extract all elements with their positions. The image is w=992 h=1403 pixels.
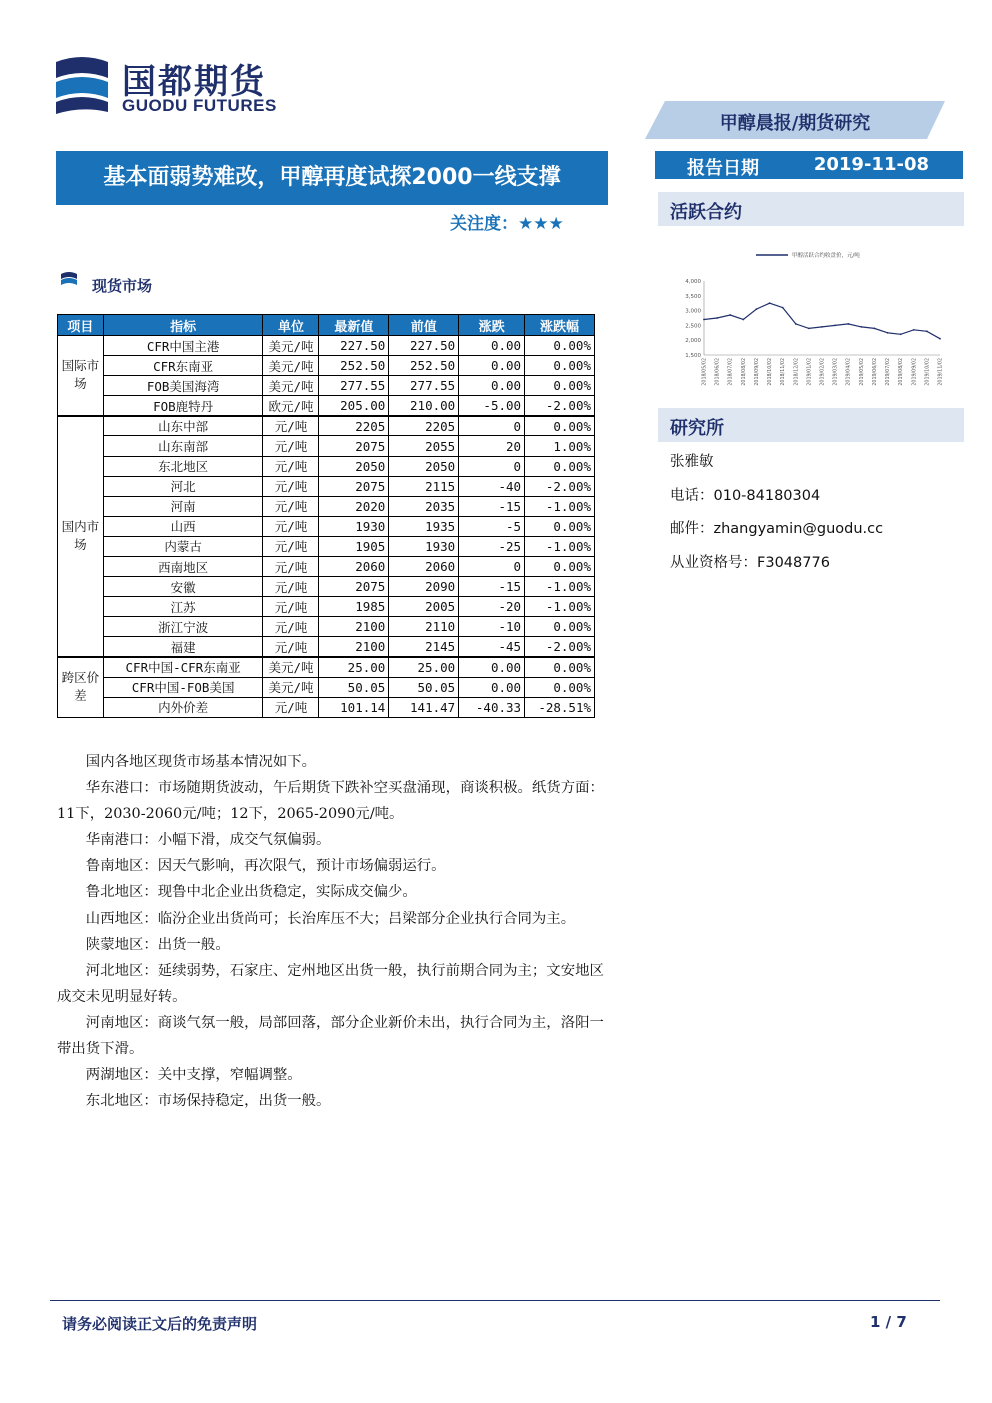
table-cell: 元/吨 <box>263 697 319 717</box>
active-contract-chart <box>672 243 952 403</box>
commentary-paragraph: 河南地区：商谈气氛一般，局部回落，部分企业新价未出，执行合同为主，洛阳一带出货下滑。 <box>57 1014 604 1058</box>
table-cell: CFR中国主港 <box>103 336 263 356</box>
table-row <box>58 456 595 476</box>
table-cell: 内外价差 <box>103 697 263 717</box>
table-cell: 50.05 <box>389 677 459 697</box>
table-row <box>58 336 595 356</box>
table-cell: 101.14 <box>319 697 389 717</box>
y-tick-label: 1,500 <box>685 353 701 359</box>
table-cell: 2060 <box>389 557 459 577</box>
commentary-paragraph: 华南港口：小幅下滑，成交气氛偏弱。 <box>85 832 331 849</box>
table-cell: 2115 <box>389 476 459 496</box>
x-tick-label: 2019/06/02 <box>872 358 878 386</box>
table-cell: 2060 <box>319 557 389 577</box>
attention-rating: 关注度：★★★ <box>450 214 564 234</box>
data-point <box>742 319 744 321</box>
analyst-phone: 电话：010-84180304 <box>670 488 821 504</box>
table-cell: 0.00% <box>525 336 595 356</box>
table-cell: 0.00% <box>525 657 595 677</box>
table-cell: 元/吨 <box>263 516 319 536</box>
table-row <box>58 677 595 697</box>
table-cell: CFR中国-FOB美国 <box>103 677 263 697</box>
market-commentary <box>57 749 605 1114</box>
table-cell: 1985 <box>319 597 389 617</box>
commentary-paragraph: 两湖地区：关中支撑，窄幅调整。 <box>85 1067 302 1084</box>
col-header: 单位 <box>263 315 319 336</box>
x-tick-label: 2019/02/02 <box>820 358 826 386</box>
table-cell: -40.33 <box>459 697 525 717</box>
table-cell: 252.50 <box>389 356 459 376</box>
table-cell: 1930 <box>389 536 459 556</box>
table-cell: 元/吨 <box>263 476 319 496</box>
table-cell: 0.00% <box>525 416 595 436</box>
table-cell: 2020 <box>319 496 389 516</box>
table-cell: 元/吨 <box>263 637 319 657</box>
data-point <box>795 323 797 325</box>
y-tick-label: 3,500 <box>685 293 701 300</box>
table-cell: -2.00% <box>525 637 595 657</box>
col-header: 项目 <box>58 315 104 336</box>
x-tick-label: 2018/07/02 <box>728 358 734 386</box>
table-cell: 210.00 <box>389 396 459 416</box>
table-row <box>58 516 595 536</box>
x-tick-label: 2018/11/02 <box>781 358 787 386</box>
table-cell: 美元/吨 <box>263 356 319 376</box>
x-tick-label: 2018/12/02 <box>794 358 800 386</box>
table-cell: 20 <box>459 436 525 456</box>
table-row <box>58 376 595 396</box>
table-cell: 美元/吨 <box>263 336 319 356</box>
table-cell: 0.00% <box>525 456 595 476</box>
table-cell: 2205 <box>389 416 459 436</box>
data-point <box>860 326 862 328</box>
table-cell: 0.00% <box>525 376 595 396</box>
data-point <box>703 319 705 321</box>
table-cell: 2205 <box>319 416 389 436</box>
table-cell: 227.50 <box>389 336 459 356</box>
y-tick-label: 3,000 <box>685 308 701 315</box>
table-cell: 元/吨 <box>263 536 319 556</box>
table-row <box>58 356 595 376</box>
report-date-label: 报告日期 <box>687 158 759 179</box>
table-cell: 2090 <box>389 577 459 597</box>
table-cell: -2.00% <box>525 476 595 496</box>
table-cell: 2075 <box>319 476 389 496</box>
table-cell: 美元/吨 <box>263 657 319 677</box>
commentary-paragraph: 国内各地区现货市场基本情况如下。 <box>85 754 317 770</box>
col-header: 最新值 <box>319 315 389 336</box>
table-cell: 0.00% <box>525 516 595 536</box>
analyst-name: 张雅敏 <box>670 454 714 470</box>
table-row <box>58 536 595 556</box>
table-cell: -5.00 <box>459 396 525 416</box>
commentary-paragraph: 华东港口：市场随期货波动，午后期货下跌补空买盘涌现，商谈积极。纸货方面：11下，2030-2060元/吨；12下，2065-2090元/吨。 <box>57 780 604 823</box>
table-cell: CFR东南亚 <box>103 356 263 376</box>
table-cell: 元/吨 <box>263 456 319 476</box>
x-tick-label: 2019/05/02 <box>859 358 865 386</box>
x-tick-label: 2019/03/02 <box>833 358 839 386</box>
footer-divider <box>50 1300 940 1301</box>
research-heading: 研究所 <box>658 408 964 442</box>
table-cell: 东北地区 <box>103 456 263 476</box>
table-cell: -45 <box>459 637 525 657</box>
table-row <box>58 557 595 577</box>
table-cell: 0.00 <box>459 677 525 697</box>
section-title: 现货市场 <box>92 277 153 295</box>
table-cell: 元/吨 <box>263 597 319 617</box>
table-cell: -1.00% <box>525 496 595 516</box>
table-cell: 2005 <box>389 597 459 617</box>
table-row <box>58 396 595 416</box>
table-cell: 277.55 <box>319 376 389 396</box>
data-point <box>782 307 784 309</box>
data-point <box>808 327 810 329</box>
table-cell: 0 <box>459 416 525 436</box>
table-cell: 141.47 <box>389 697 459 717</box>
table-cell: 福建 <box>103 637 263 657</box>
table-cell: 0.00 <box>459 356 525 376</box>
table-cell: FOB鹿特丹 <box>103 396 263 416</box>
table-cell: 元/吨 <box>263 617 319 637</box>
table-cell: -1.00% <box>525 597 595 617</box>
x-tick-label: 2019/10/02 <box>925 358 931 386</box>
active-contract-heading: 活跃合约 <box>658 192 964 226</box>
legend-label: 甲醇活跃合约收盘价，元/吨 <box>792 253 860 259</box>
table-row <box>58 657 595 677</box>
data-point <box>939 338 941 340</box>
commentary-paragraph: 河北地区：延续弱势，石家庄、定州地区出货一般，执行前期合同为主；文安地区成交未见明显好转。 <box>57 962 604 1005</box>
table-cell: 2145 <box>389 637 459 657</box>
table-cell: FOB美国海湾 <box>103 376 263 396</box>
table-row <box>58 476 595 496</box>
table-cell: 2050 <box>319 456 389 476</box>
table-cell: -2.00% <box>525 396 595 416</box>
table-cell: -40 <box>459 476 525 496</box>
table-cell: 美元/吨 <box>263 677 319 697</box>
commentary-paragraph: 陕蒙地区：出货一般。 <box>85 936 230 953</box>
data-point <box>729 314 731 316</box>
page-number: 1 / 7 <box>870 1313 907 1331</box>
col-header: 涨跌 <box>459 315 525 336</box>
x-tick-label: 2018/05/02 <box>702 358 708 386</box>
table-cell: 1905 <box>319 536 389 556</box>
table-cell: 1.00% <box>525 436 595 456</box>
col-header: 指标 <box>103 315 263 336</box>
table-cell: 河北 <box>103 476 263 496</box>
commentary-paragraph: 山西地区：临汾企业出货尚可；长治库压不大；吕梁部分企业执行合同为主。 <box>85 910 576 927</box>
table-cell: -15 <box>459 496 525 516</box>
disclaimer-link[interactable]: 请务必阅读正文后的免责声明 <box>62 1315 258 1333</box>
table-cell: 2075 <box>319 577 389 597</box>
table-cell: -25 <box>459 536 525 556</box>
table-cell: 山东中部 <box>103 416 263 436</box>
data-point <box>756 308 758 310</box>
table-cell: 2055 <box>389 436 459 456</box>
data-point <box>834 325 836 327</box>
table-cell: -1.00% <box>525 536 595 556</box>
x-tick-label: 2018/10/02 <box>768 358 774 386</box>
table-cell: 0.00% <box>525 557 595 577</box>
x-tick-label: 2018/08/02 <box>741 358 747 386</box>
y-tick-label: 4,000 <box>685 279 701 285</box>
table-row <box>58 577 595 597</box>
table-cell: -20 <box>459 597 525 617</box>
table-cell: -5 <box>459 516 525 536</box>
x-tick-label: 2019/08/02 <box>899 358 905 386</box>
table-cell: 0.00 <box>459 376 525 396</box>
table-cell: 元/吨 <box>263 577 319 597</box>
data-point <box>847 323 849 325</box>
table-cell: CFR中国-CFR东南亚 <box>103 657 263 677</box>
report-title: 基本面弱势难改，甲醇再度试探2000一线支撑 <box>56 151 608 204</box>
data-point <box>874 327 876 329</box>
group-label: 跨区价差 <box>58 657 104 717</box>
commentary-paragraph: 鲁南地区：因天气影响，再次限气，预计市场偏弱运行。 <box>85 858 446 875</box>
section-bullet-icon <box>60 270 78 288</box>
table-cell: -15 <box>459 577 525 597</box>
table-cell: 元/吨 <box>263 496 319 516</box>
col-header: 涨跌幅 <box>525 315 595 336</box>
table-row <box>58 496 595 516</box>
group-label: 国内市场 <box>58 416 104 657</box>
data-point <box>887 332 889 334</box>
commentary-paragraph: 鲁北地区：现鲁中北企业出货稳定，实际成交偏少。 <box>85 884 417 901</box>
table-cell: 美元/吨 <box>263 376 319 396</box>
table-cell: -1.00% <box>525 577 595 597</box>
table-cell: 0 <box>459 557 525 577</box>
y-tick-label: 2,000 <box>685 338 701 345</box>
data-point <box>821 326 823 328</box>
x-tick-label: 2019/01/02 <box>807 358 813 386</box>
x-tick-label: 2019/07/02 <box>886 358 892 386</box>
analyst-license: 从业资格号：F3048776 <box>670 555 830 571</box>
table-cell: 0.00% <box>525 617 595 637</box>
table-cell: -28.51% <box>525 697 595 717</box>
table-cell: 227.50 <box>319 336 389 356</box>
company-logo <box>52 52 292 118</box>
x-tick-label: 2019/09/02 <box>912 358 918 386</box>
series-line <box>704 303 940 339</box>
table-cell: 元/吨 <box>263 557 319 577</box>
x-tick-label: 2018/06/02 <box>715 358 721 386</box>
commentary-paragraph: 东北地区：市场保持稳定，出货一般。 <box>85 1093 331 1110</box>
table-cell: 内蒙古 <box>103 536 263 556</box>
table-cell: 0.00 <box>459 336 525 356</box>
table-cell: 2050 <box>389 456 459 476</box>
table-cell: 1935 <box>389 516 459 536</box>
table-row <box>58 597 595 617</box>
analyst-email: 邮件：zhangyamin@guodu.cc <box>670 521 884 537</box>
table-cell: 2075 <box>319 436 389 456</box>
table-cell: 0.00% <box>525 356 595 376</box>
table-row <box>58 416 595 436</box>
report-date-value: 2019-11-08 <box>813 154 929 175</box>
y-tick-label: 2,500 <box>685 323 701 330</box>
data-point <box>716 317 718 319</box>
table-cell: 安徽 <box>103 577 263 597</box>
spot-market-table <box>57 314 595 718</box>
table-row <box>58 637 595 657</box>
table-cell: 2100 <box>319 617 389 637</box>
table-cell: 西南地区 <box>103 557 263 577</box>
table-cell: 25.00 <box>319 657 389 677</box>
report-type-label: 甲醇晨报/期货研究 <box>719 113 871 134</box>
table-header-row <box>58 315 595 336</box>
table-cell: -10 <box>459 617 525 637</box>
title-divider <box>56 204 608 205</box>
x-tick-label: 2019/11/02 <box>938 358 944 386</box>
table-cell: 山西 <box>103 516 263 536</box>
table-cell: 0 <box>459 456 525 476</box>
table-cell: 252.50 <box>319 356 389 376</box>
logo-cn-text: 国都期货 <box>122 62 266 102</box>
table-cell: 2110 <box>389 617 459 637</box>
table-cell: 205.00 <box>319 396 389 416</box>
group-label: 国际市场 <box>58 336 104 416</box>
data-point <box>926 330 928 332</box>
logo-en-text: GUODU FUTURES <box>122 96 277 115</box>
table-cell: 2100 <box>319 637 389 657</box>
table-cell: 浙江宁波 <box>103 617 263 637</box>
table-cell: 元/吨 <box>263 436 319 456</box>
report-date-bar <box>655 151 963 179</box>
x-tick-label: 2019/04/02 <box>846 358 852 386</box>
table-cell: 江苏 <box>103 597 263 617</box>
table-cell: 0.00% <box>525 677 595 697</box>
data-point <box>913 329 915 331</box>
report-type-tab <box>645 101 945 139</box>
table-cell: 山东南部 <box>103 436 263 456</box>
table-cell: 河南 <box>103 496 263 516</box>
logo-mark-icon <box>52 54 112 116</box>
table-cell: 欧元/吨 <box>263 396 319 416</box>
table-cell: 1930 <box>319 516 389 536</box>
table-cell: 277.55 <box>389 376 459 396</box>
col-header: 前值 <box>389 315 459 336</box>
data-point <box>900 333 902 335</box>
table-cell: 2035 <box>389 496 459 516</box>
table-cell: 50.05 <box>319 677 389 697</box>
table-cell: 25.00 <box>389 657 459 677</box>
table-row <box>58 436 595 456</box>
x-tick-label: 2018/09/02 <box>754 358 760 386</box>
table-row <box>58 617 595 637</box>
table-row <box>58 697 595 717</box>
table-cell: 0.00 <box>459 657 525 677</box>
table-cell: 元/吨 <box>263 416 319 436</box>
data-point <box>769 302 771 304</box>
